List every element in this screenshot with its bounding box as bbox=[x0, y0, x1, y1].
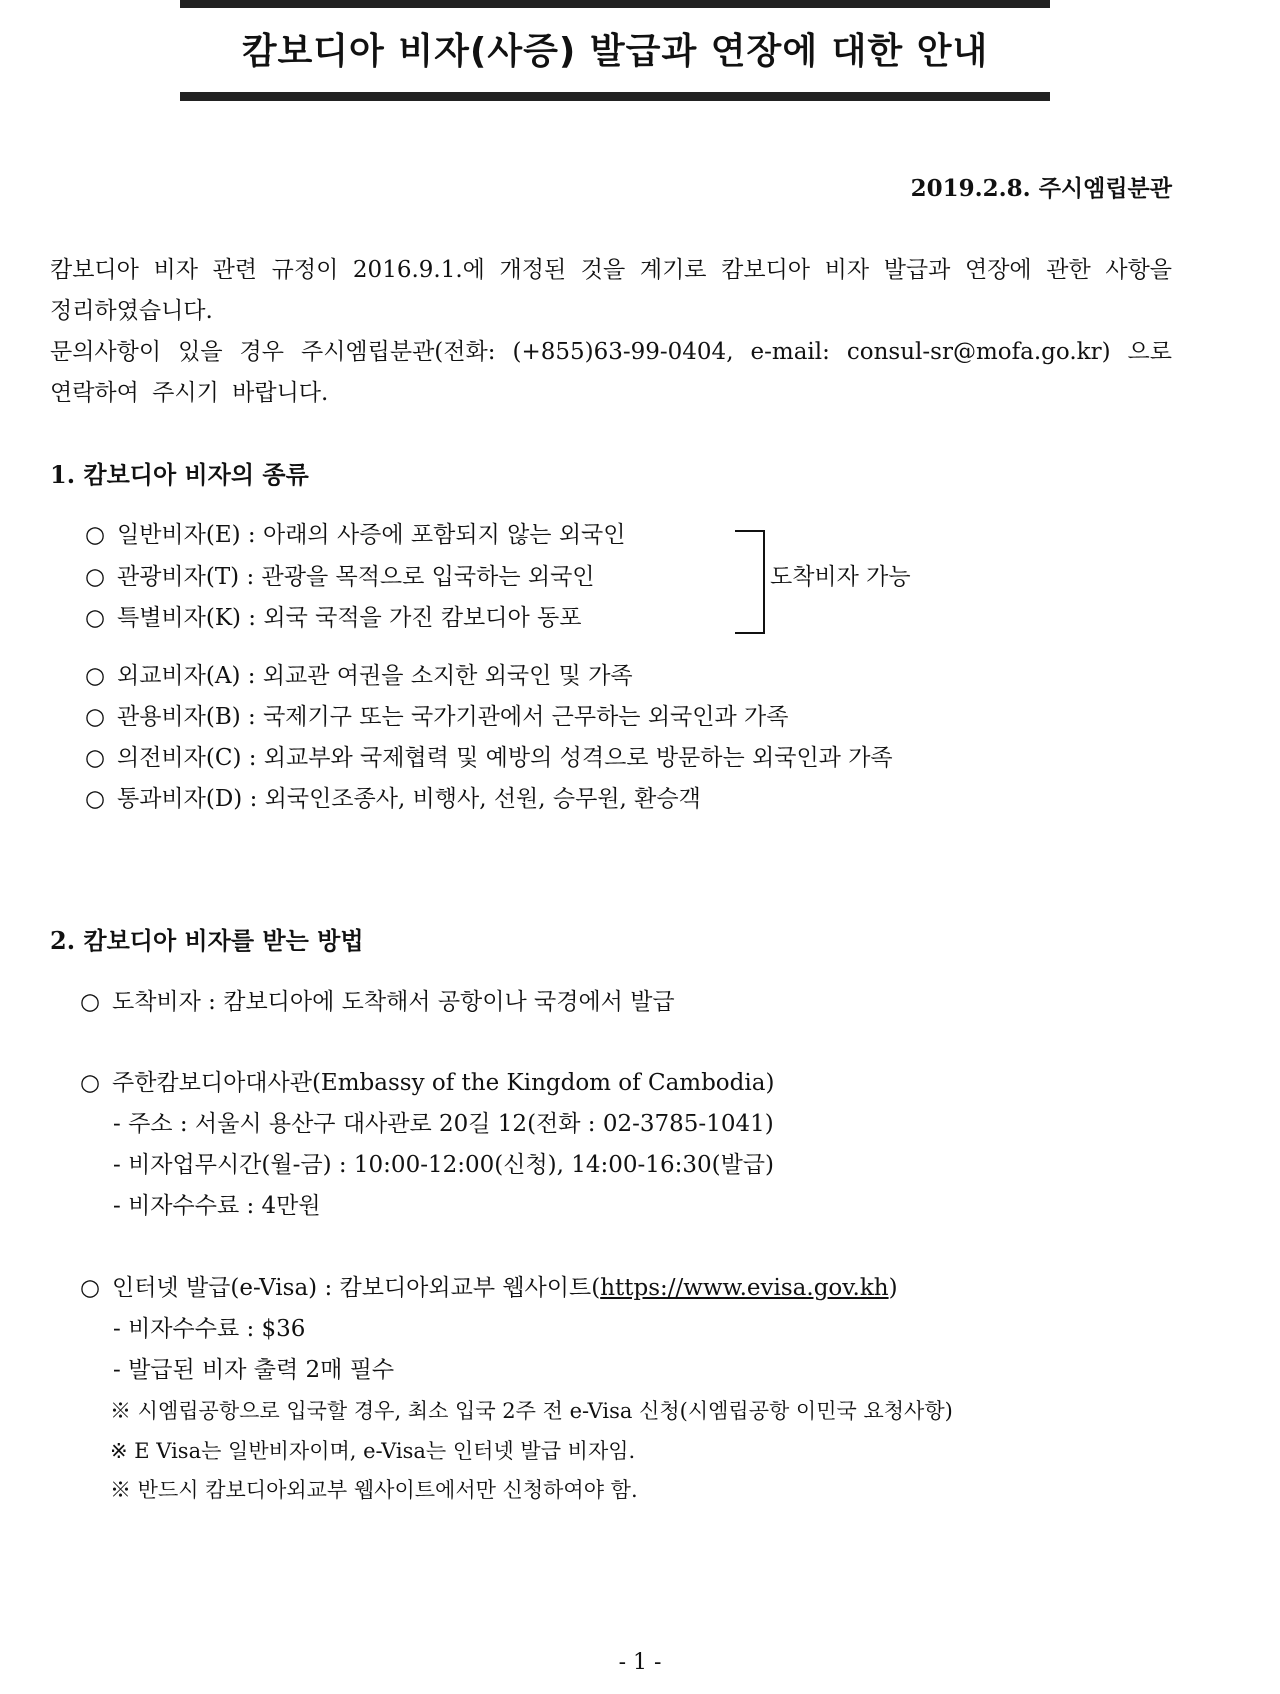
visa-type-text: 외교비자(A) : 외교관 여권을 소지한 외국인 및 가족 bbox=[117, 663, 633, 689]
title-bottom-rule bbox=[180, 92, 1050, 101]
section1-heading: 1. 캄보디아 비자의 종류 bbox=[50, 460, 309, 489]
evisa-title-prefix: 인터넷 발급(e-Visa) : 캄보디아외교부 웹사이트( bbox=[112, 1275, 601, 1301]
visa-type-item bbox=[85, 700, 788, 734]
embassy-fee: - 비자수수료 : 4만원 bbox=[113, 1193, 321, 1219]
visa-type-item bbox=[85, 741, 893, 775]
visa-type-text: 통과비자(D) : 외국인조종사, 비행사, 선원, 승무원, 환승객 bbox=[117, 786, 701, 812]
intro-paragraph-2: 문의사항이 있을 경우 주시엠립분관(전화: (+855)63-99-0404, e-mail: consul-sr@mofa.go.kr) 으로 연락하여 주시기 바랍니다. bbox=[50, 339, 1172, 406]
bullet: ○ bbox=[85, 605, 106, 631]
visa-type-text: 관광비자(T) : 관광을 목적으로 입국하는 외국인 bbox=[117, 564, 595, 590]
visa-type-item bbox=[85, 560, 595, 594]
visa-type-item bbox=[85, 659, 633, 693]
bullet: ○ bbox=[85, 564, 106, 590]
embassy-item bbox=[80, 1066, 774, 1100]
bullet: ○ bbox=[85, 522, 106, 548]
visa-type-text: 특별비자(K) : 외국 국적을 가진 캄보디아 동포 bbox=[117, 605, 582, 631]
visa-type-item bbox=[85, 518, 626, 552]
visa-type-item bbox=[85, 601, 581, 635]
bullet: ○ bbox=[85, 663, 106, 689]
evisa-title-suffix: ) bbox=[888, 1275, 898, 1301]
embassy-title: 주한캄보디아대사관(Embassy of the Kingdom of Cambodia) bbox=[112, 1070, 775, 1096]
evisa-fee: - 비자수수료 : $36 bbox=[113, 1316, 306, 1342]
visa-type-text: 일반비자(E) : 아래의 사증에 포함되지 않는 외국인 bbox=[117, 522, 626, 548]
intro bbox=[50, 250, 1172, 414]
document-title: 캄보디아 비자(사증) 발급과 연장에 대한 안내 bbox=[241, 31, 989, 72]
section2-heading: 2. 캄보디아 비자를 받는 방법 bbox=[50, 926, 364, 955]
arrival-visa-text: 도착비자 : 캄보디아에 도착해서 공항이나 국경에서 발급 bbox=[112, 989, 675, 1015]
evisa-note: ※ 시엠립공항으로 입국할 경우, 최소 입국 2주 전 e-Visa 신청(시엠립공항 이민국 요청사항) bbox=[110, 1399, 953, 1423]
evisa-note: ※ E Visa는 일반비자이며, e-Visa는 인터넷 발급 비자임. bbox=[110, 1439, 636, 1463]
bullet: ○ bbox=[85, 745, 106, 771]
bullet: ○ bbox=[85, 786, 106, 812]
date-line: 2019.2.8. 주시엠립분관 bbox=[910, 175, 1172, 202]
evisa-item bbox=[80, 1271, 898, 1305]
visa-type-text: 관용비자(B) : 국제기구 또는 국가기관에서 근무하는 외국인과 가족 bbox=[117, 704, 789, 730]
visa-type-text: 의전비자(C) : 외교부와 국제협력 및 예방의 성격으로 방문하는 외국인과 가족 bbox=[117, 745, 893, 771]
bullet: ○ bbox=[80, 1275, 101, 1301]
embassy-hours: - 비자업무시간(월-금) : 10:00-12:00(신청), 14:00-16:30(발급) bbox=[113, 1152, 774, 1178]
title-top-rule bbox=[180, 0, 1050, 8]
page-number: - 1 - bbox=[618, 1650, 662, 1675]
evisa-print: - 발급된 비자 출력 2매 필수 bbox=[113, 1357, 395, 1383]
visa-type-item bbox=[85, 782, 701, 816]
bullet: ○ bbox=[85, 704, 106, 730]
intro-paragraph-1: 캄보디아 비자 관련 규정이 2016.9.1.에 개정된 것을 계기로 캄보디아 비자 발급과 연장에 관한 사항을 정리하였습니다. bbox=[50, 257, 1172, 324]
evisa-url-link[interactable]: https://www.evisa.gov.kh bbox=[600, 1275, 889, 1301]
evisa-note: ※ 반드시 캄보디아외교부 웹사이트에서만 신청하여야 함. bbox=[110, 1478, 638, 1502]
arrival-visa-bracket bbox=[735, 530, 765, 634]
bullet: ○ bbox=[80, 989, 101, 1015]
embassy-address: - 주소 : 서울시 용산구 대사관로 20길 12(전화 : 02-3785-1041) bbox=[113, 1111, 774, 1137]
arrival-visa-note: 도착비자 가능 bbox=[770, 564, 911, 590]
bullet: ○ bbox=[80, 1070, 101, 1096]
arrival-visa-item bbox=[80, 985, 675, 1019]
